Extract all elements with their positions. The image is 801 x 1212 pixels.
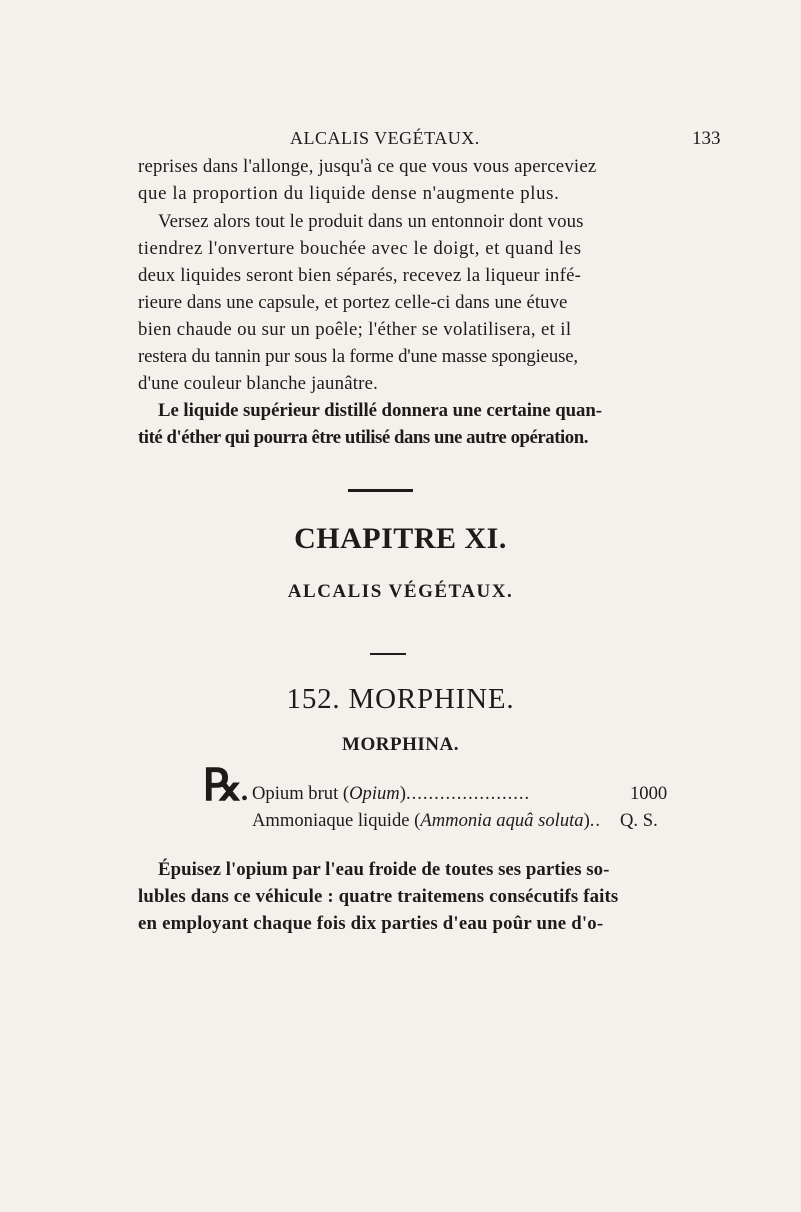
text-line: bien chaude ou sur un poêle; l'éther se volatilisera, et il (138, 319, 572, 340)
chapter-title: CHAPITRE XI. (294, 522, 507, 555)
text-line: restera du tannin pur sous la forme d'une masse spongieuse, (138, 346, 578, 367)
text-line: lubles dans ce véhicule : quatre traitemens consécutifs faits (138, 886, 619, 907)
text-line: que la proportion du liquide dense n'augmente plus. (138, 183, 560, 204)
ingredient-latin: Opium (349, 783, 400, 804)
page-number: 133 (692, 128, 721, 149)
text-line: Versez alors tout le produit dans un entonnoir dont vous (158, 211, 584, 232)
ingredient-name: Opium brut (252, 783, 339, 804)
recipe-dot: • (241, 788, 249, 810)
ingredient-latin: Ammonia aquâ soluta (420, 810, 584, 831)
separator-rule (370, 653, 406, 655)
ingredient-quantity: 1000 (630, 783, 668, 804)
text-line: en employant chaque fois dix parties d'eau poûr une d'o- (138, 913, 604, 934)
leader-dots: ...................... (405, 783, 531, 804)
text-line: Le liquide supérieur distillé donnera une certaine quan- (158, 400, 602, 421)
section-title: 152. MORPHINE. (286, 683, 515, 715)
text-line: rieure dans une capsule, et portez celle-ci dans une étuve (138, 292, 568, 313)
text-line: tité d'éther qui pourra être utilisé dans une autre opération. (138, 427, 588, 448)
ingredient-quantity: Q. S. (620, 810, 658, 831)
ingredient-row: Opium brut (Opium)...................... (252, 783, 531, 804)
text-line: reprises dans l'allonge, jusqu'à ce que vous vous aperceviez (138, 156, 597, 177)
text-line: d'une couleur blanche jaunâtre. (138, 373, 379, 394)
running-header: ALCALIS VEGÉTAUX. (290, 128, 480, 148)
text-line: Épuisez l'opium par l'eau froide de toutes ses parties so- (158, 859, 610, 880)
ingredient-name: Ammoniaque liquide (252, 810, 410, 831)
leader-dots: .. (589, 810, 602, 831)
section-latin-title: MORPHINA. (342, 734, 459, 755)
chapter-subtitle: ALCALIS VÉGÉTAUX. (287, 581, 514, 602)
ingredient-row: Ammoniaque liquide (Ammonia aquâ soluta).. (252, 810, 602, 831)
recipe-symbol-icon: ℞ (203, 761, 243, 810)
text-line: tiendrez l'onverture bouchée avec le doigt, et quand les (138, 238, 582, 259)
separator-rule (348, 489, 413, 492)
text-line: deux liquides seront bien séparés, recevez la liqueur infé- (138, 265, 582, 286)
